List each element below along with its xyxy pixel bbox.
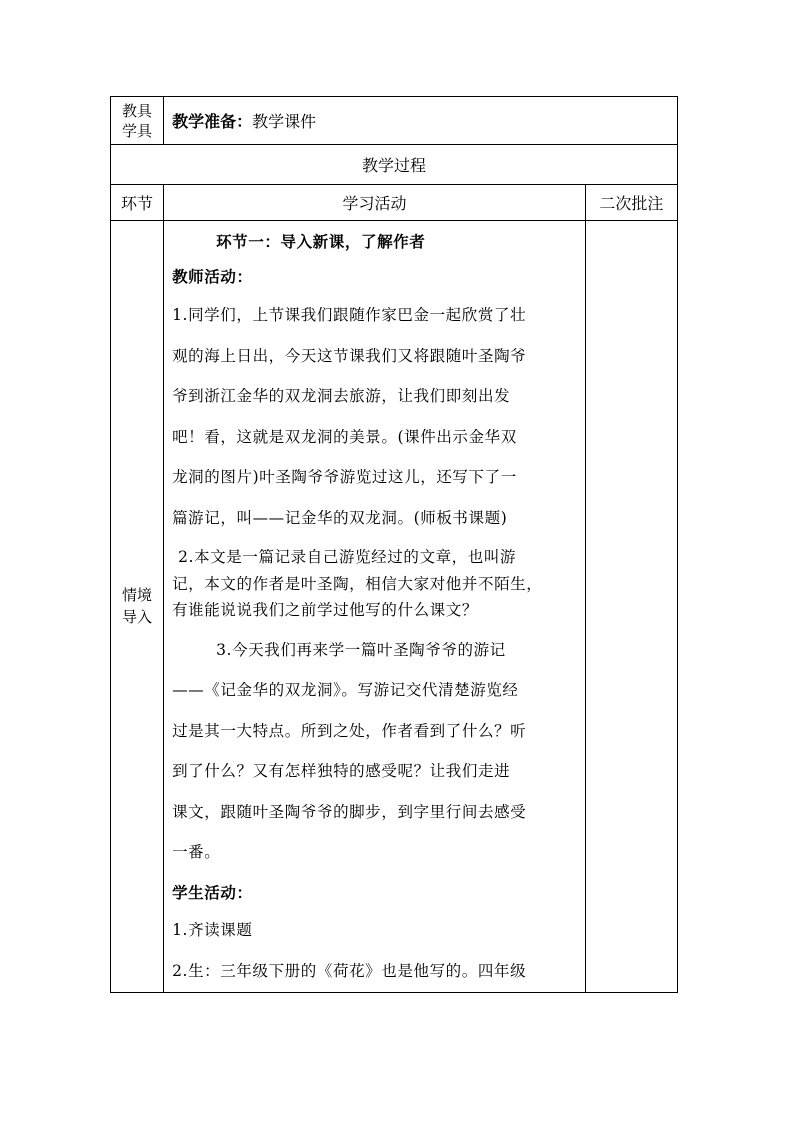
teacher-para1-line: 观的海上日出，今天这节课我们又将跟随叶圣陶爷 (172, 346, 527, 365)
teacher-para3-line: ——《记金华的双龙洞》。写游记交代清楚游览经 (172, 681, 519, 699)
teacher-activity-label: 教师活动： (172, 267, 253, 286)
lesson-plan-table (110, 96, 678, 993)
header-activity: 学习活动 (164, 185, 586, 221)
teacher-para2-line: 有谁能说说我们之前学过他写的什么课文？ (172, 601, 478, 619)
stage-name-text: 情境导入 (122, 586, 153, 627)
teacher-para1-line: 1.同学们，上节课我们跟随作家巴金一起欣赏了壮 (172, 306, 527, 324)
student-line: 1.齐读课题 (172, 921, 253, 939)
student-activity-label: 学生活动： (172, 882, 253, 902)
teacher-para1-line: 吧！看，这就是双龙洞的美景。(课件出示金华双 (172, 427, 517, 446)
teacher-para3-line: 一番。 (172, 843, 221, 861)
teacher-para2-line: 2.本文是一篇记录自己游览经过的文章，也叫游 (178, 548, 517, 566)
teaching-tools-row (111, 97, 678, 145)
activity-cell (164, 221, 586, 993)
header-note: 二次批注 (585, 185, 677, 221)
stage-row (111, 221, 678, 993)
teacher-para3-line: 课文，跟随叶圣陶爷爷的脚步，到字里行间去感受 (172, 802, 527, 821)
teacher-para3-line: 到了什么？又有怎样独特的感受呢？让我们走进 (172, 762, 511, 780)
teacher-para1-line: 爷到浙江金华的双龙洞去旅游，让我们即刻出发 (172, 387, 511, 405)
teaching-prep-value: 教学课件 (252, 112, 317, 131)
header-stage: 环节 (111, 185, 164, 221)
teacher-para2-line: 记，本文的作者是叶圣陶，相信大家对他并不陌生， (172, 574, 543, 593)
teaching-prep-cell (164, 97, 678, 145)
teaching-process-row (111, 145, 678, 185)
student-line: 2.生：三年级下册的《荷花》也是他写的。四年级 (172, 962, 527, 980)
stage-name (111, 221, 164, 993)
teacher-para3-line: 3.今天我们再来学一篇叶圣陶爷爷的游记 (216, 640, 506, 659)
teaching-process-title: 教学过程 (111, 145, 678, 185)
teacher-para1-line: 篇游记，叫——记金华的双龙洞。(师板书课题) (172, 508, 508, 527)
teacher-para1-line: 龙洞的图片)叶圣陶爷爷游览过这儿，还写下了一 (172, 468, 517, 486)
teaching-prep-label: 教学准备： (172, 112, 253, 131)
teacher-para3-line: 过是其一大特点。所到之处，作者看到了什么？听 (172, 721, 527, 740)
note-cell[interactable] (585, 221, 677, 993)
header-row (111, 185, 678, 221)
teaching-tools-label: 教具学具 (111, 97, 164, 145)
section-title: 环节一：导入新课，了解作者 (216, 232, 426, 251)
